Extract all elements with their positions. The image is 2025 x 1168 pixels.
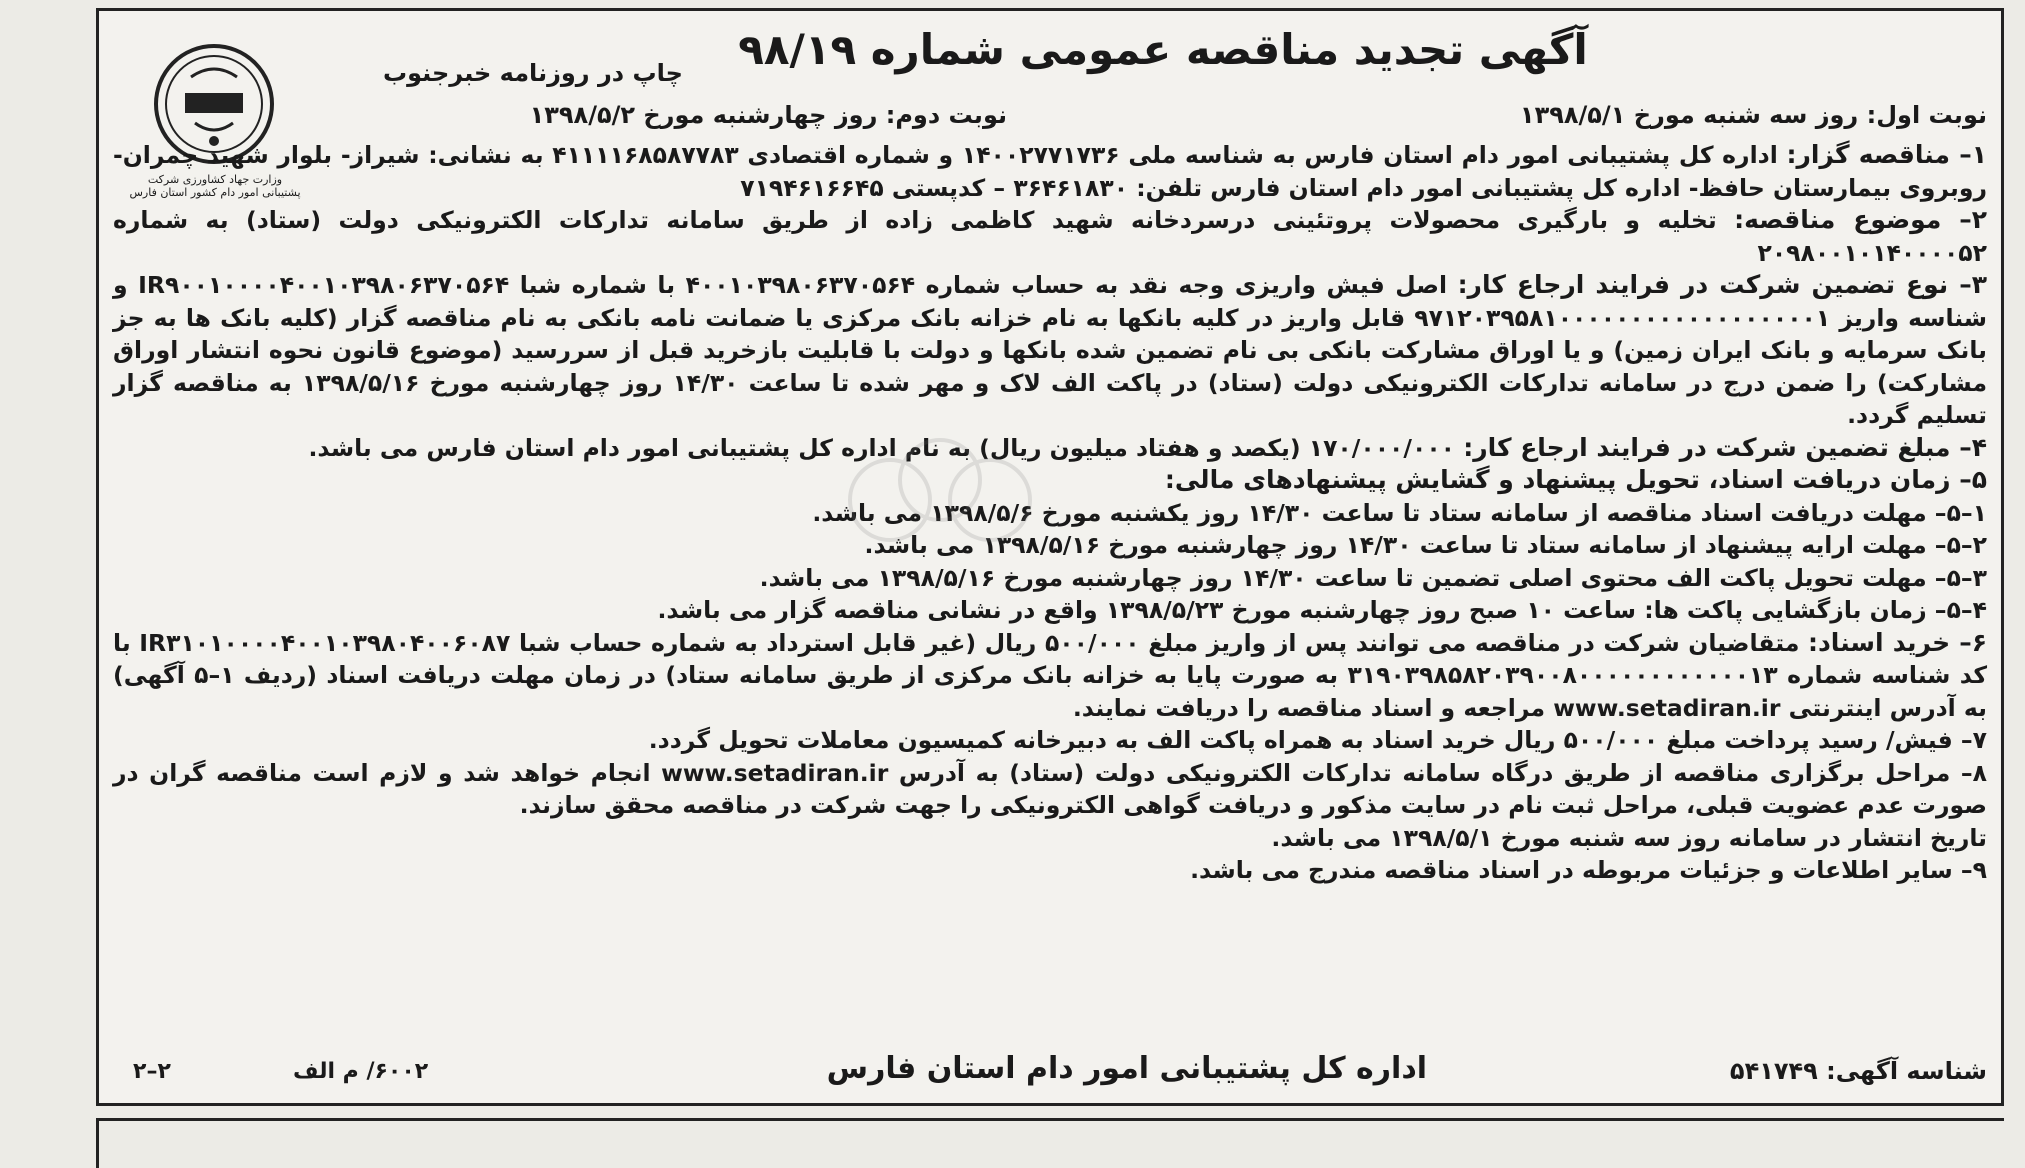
item-1-label: ۱– مناقصه گزار: [1786, 140, 1987, 169]
item-4-label: ۴– مبلغ تضمین شرکت در فرایند ارجاع کار: [1463, 432, 1987, 462]
second-turn: نوبت دوم: روز چهارشنبه مورخ ۱۳۹۸/۵/۲ [529, 101, 1007, 129]
page-number: ۲–۲ [133, 1059, 171, 1084]
item-5 [113, 464, 1987, 497]
ad-id: شناسه آگهی: ۵۴۱۷۴۹ [1729, 1057, 1987, 1085]
item-5-label: ۵– زمان دریافت اسناد، تحویل پیشنهاد و گشایش پیشنهادهای مالی: [1164, 465, 1987, 494]
item-4-text: ۱۷۰/۰۰۰/۰۰۰ (یکصد و هفتاد میلیون ریال) به نام اداره کل پشتیبانی امور دام استان فارس می باشد. [308, 433, 1464, 462]
item-5-3: ۳–۵– مهلت تحویل پاکت الف محتوی اصلی تضمین تا ساعت ۱۴/۳۰ روز چهارشنبه مورخ ۱۳۹۸/۵/۱۶ می باشد. [759, 563, 1987, 592]
item-5-4: ۴–۵– زمان بازگشایی پاکت ها: ساعت ۱۰ صبح روز چهارشنبه مورخ ۱۳۹۸/۵/۲۳ واقع در نشانی مناقصه گزار می باشد. [657, 596, 1987, 624]
item-6 [113, 627, 1987, 725]
publication-date: تاریخ انتشار در سامانه روز سه شنبه مورخ ۱۳۹۸/۵/۱ می باشد. [1271, 823, 1987, 852]
item-1 [113, 139, 1987, 204]
item-6-label: ۶– خرید اسناد: [1807, 627, 1987, 657]
item-5-1: ۱–۵– مهلت دریافت اسناد مناقصه از سامانه ستاد تا ساعت ۱۴/۳۰ روز یکشنبه مورخ ۱۳۹۸/۵/۶ می باشد. [812, 498, 1987, 527]
item-9: ۹– سایر اطلاعات و جزئیات مربوطه در اسناد مناقصه مندرج می باشد. [1190, 856, 1987, 884]
item-5-2: ۲–۵– مهلت ارایه پیشنهاد از سامانه ستاد تا ساعت ۱۴/۳۰ روز چهارشنبه مورخ ۱۳۹۸/۵/۱۶ می باشد. [864, 531, 1987, 559]
item-2-label: ۲– موضوع مناقصه: [1734, 205, 1988, 234]
item-6-text: متقاضیان شرکت در مناقصه می توانند پس از واریز مبلغ ۵۰۰/۰۰۰ ریال (غیر قابل استرداد به شماره حساب شبا IR۳۱۰۱۰۰۰۰۴۰۰۱۰۳۹۸۰۴۰۰۶۰۸۷ با کد شناسه شماره ۳۱۹۰۳۹۸۵۸۲۰۳۹۰۰۸۰۰۰۰۰۰۰۰۰۰۰۰۱۳ به صورت پایا به خزانه بانک مرکزی از طریق سامانه ستاد) در زمان مهلت دریافت اسناد (ردیف ۱–۵ آگهی) به آدرس اینترنتی www.setadiran.ir مراجعه و اسناد مناقصه را دریافت نمایند. [113, 628, 1988, 722]
logo-caption: وزارت جهاد کشاورزی شرکت پشتیبانی امور دام کشور استان فارس [129, 173, 301, 199]
ad-code: ۶۰۰۲/ م الف [293, 1059, 429, 1084]
item-4 [113, 432, 1987, 465]
item-8: ۸– مراحل برگزاری مناقصه از طریق درگاه سامانه تدارکات الکترونیکی دولت (ستاد) به آدرس www.setadiran.ir انجام خواهد شد و لازم است مناقصه گران در صورت عدم عضویت قبلی، مراحل ثبت نام در سایت مذکور و دریافت گواهی الکترونیکی را جهت شرکت در مناقصه محقق سازند. [113, 758, 1987, 819]
print-note: چاپ در روزنامه خبرجنوب [383, 59, 683, 87]
tender-ad-frame [96, 8, 2004, 1106]
item-3-label: ۳– نوع تضمین شرکت در فرایند ارجاع کار: [1457, 270, 1987, 299]
item-3-text: اصل فیش واریزی وجه نقد به حساب شماره ۴۰۰۱۰۳۹۸۰۶۳۷۰۵۶۴ با شماره شبا IR۹۰۰۱۰۰۰۰۴۰۰۱۰۳۹۸۰۶۳۷۰۵۶۴ و شناسه واریز ۹۷۱۲۰۳۹۵۸۱۰۰۰۰۰۰۰۰۰۰۰۰۰۰۰۰۰۰۱ قابل واریز در کلیه بانکها به نام خزانه بانک مرکزی یا ضمانت نامه بانکی به نام مناقصه گزار (کلیه بانک ها به جز بانک سرمایه و بانک ایران زمین) و یا اوراق مشارکت بانکی بی نام تضمین شده بانکها و دولت با قابلیت بازخرید قبل از سررسید (موضوع قانون نحوه انتشار اوراق مشارکت) را ضمن درج در سامانه تدارکات الکترونیکی دولت (ستاد) در پاکت الف لاک و مهر شده تا ساعت ۱۴/۳۰ روز چهارشنبه مورخ ۱۳۹۸/۵/۱۶ به مناقصه گزار تسلیم گردد. [113, 271, 1987, 429]
item-7: ۷– فیش/ رسید پرداخت مبلغ ۵۰۰/۰۰۰ ریال خرید اسناد به همراه پاکت الف به دبیرخانه کمیسیون معاملات تحویل گردد. [648, 726, 1987, 754]
tender-ad-content [113, 21, 1987, 1093]
first-turn: نوبت اول: روز سه شنبه مورخ ۱۳۹۸/۵/۱ [1519, 101, 1987, 129]
item-2 [113, 204, 1987, 269]
next-ad-strip [96, 1118, 2004, 1168]
item-1-text: اداره کل پشتیبانی امور دام استان فارس به شناسه ملی ۱۴۰۰۲۷۷۱۷۳۶ و شماره اقتصادی ۴۱۱۱۱۶۸۵۸۷۷۸۳ به نشانی: شیراز- بلوار شهید چمران- روبروی بیمارستان حافظ- اداره کل پشتیبانی امور دام استان فارس تلفن: ۳۶۴۶۱۸۳۰ – کدپستی ۷۱۹۴۶۱۶۶۴۵ [113, 141, 1987, 202]
item-2-text: تخلیه و بارگیری محصولات پروتئینی درسردخانه شهید کاظمی زاده از طریق سامانه تدارکات الکترونیکی دولت (ستاد) به شماره ۲۰۹۸۰۰۱۰۱۴۰۰۰۰۵۲ [113, 206, 1987, 267]
ad-title: آگهی تجدید مناقصه عمومی شماره ۹۸/۱۹ [738, 25, 1588, 74]
item-3 [113, 269, 1987, 432]
ad-footer [113, 1051, 1987, 1091]
footer-organization: اداره کل پشتیبانی امور دام استان فارس [826, 1051, 1427, 1086]
watermark-icon [830, 420, 1050, 580]
ad-body [113, 139, 1987, 887]
